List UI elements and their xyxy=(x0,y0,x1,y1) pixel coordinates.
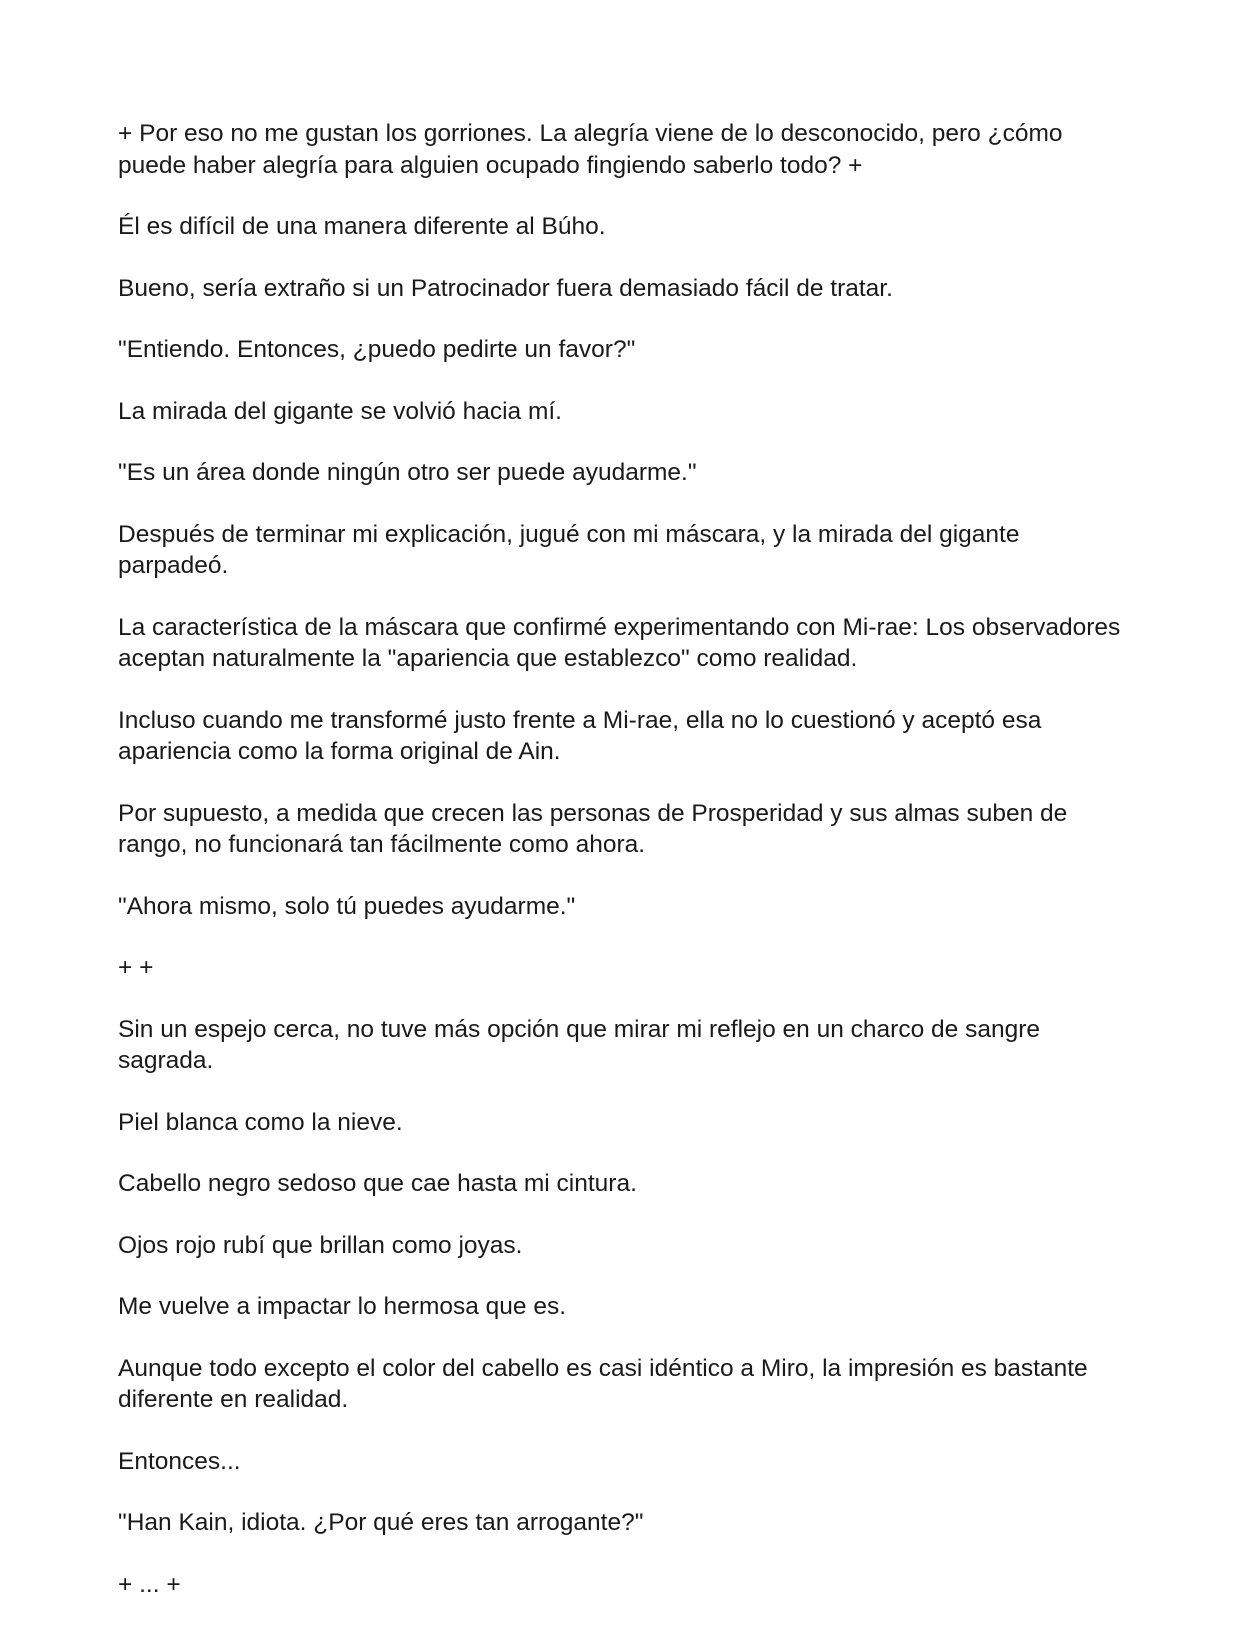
paragraph: Cabello negro sedoso que cae hasta mi cintura. xyxy=(118,1170,637,1197)
paragraph: + ... + xyxy=(118,1570,181,1598)
paragraph: Él es difícil de una manera diferente al Búho. xyxy=(118,213,606,240)
paragraph: "Ahora mismo, solo tú puedes ayudarme." xyxy=(118,892,576,920)
paragraph: Entonces... xyxy=(118,1447,241,1475)
paragraph: + Por eso no me gustan los gorriones. La alegría viene de lo desconocido, pero ¿cómo puede haber alegría para alguien ocupado fingiendo saberlo todo? + xyxy=(118,120,1063,179)
paragraph: La mirada del gigante se volvió hacia mí. xyxy=(118,397,562,425)
document-body xyxy=(118,118,1128,1630)
paragraph: Después de terminar mi explicación, jugué con mi máscara, y la mirada del gigante parpadeó. xyxy=(118,520,1020,579)
paragraph: Ojos rojo rubí que brillan como joyas. xyxy=(118,1231,523,1259)
paragraph: La característica de la máscara que confirmé experimentando con Mi-rae: Los observadores aceptan naturalmente la "apariencia que establezco" como realidad. xyxy=(118,613,1121,672)
paragraph: Piel blanca como la nieve. xyxy=(118,1108,403,1136)
paragraph: Por supuesto, a medida que crecen las personas de Prosperidad y sus almas suben de rango, no funcionará tan fácilmente como ahora. xyxy=(118,799,1068,858)
paragraph: Me vuelve a impactar lo hermosa que es. xyxy=(118,1293,567,1320)
paragraph: "Han Kain, idiota. ¿Por qué eres tan arrogante?" xyxy=(118,1509,644,1536)
paragraph: "Entiendo. Entonces, ¿puedo pedirte un favor?" xyxy=(118,336,636,363)
paragraph: Bueno, sería extraño si un Patrocinador fuera demasiado fácil de tratar. xyxy=(118,274,893,302)
paragraph: + + xyxy=(118,954,154,981)
paragraph: Aunque todo excepto el color del cabello es casi idéntico a Miro, la impresión es bastante diferente en realidad. xyxy=(118,1354,1088,1413)
paragraph: Sin un espejo cerca, no tuve más opción que mirar mi reflejo en un charco de sangre sagrada. xyxy=(118,1015,1040,1074)
paragraph: "Es un área donde ningún otro ser puede ayudarme." xyxy=(118,459,697,486)
paragraph: Incluso cuando me transformé justo frente a Mi-rae, ella no lo cuestionó y aceptó esa apariencia como la forma original de Ain. xyxy=(118,706,1042,765)
